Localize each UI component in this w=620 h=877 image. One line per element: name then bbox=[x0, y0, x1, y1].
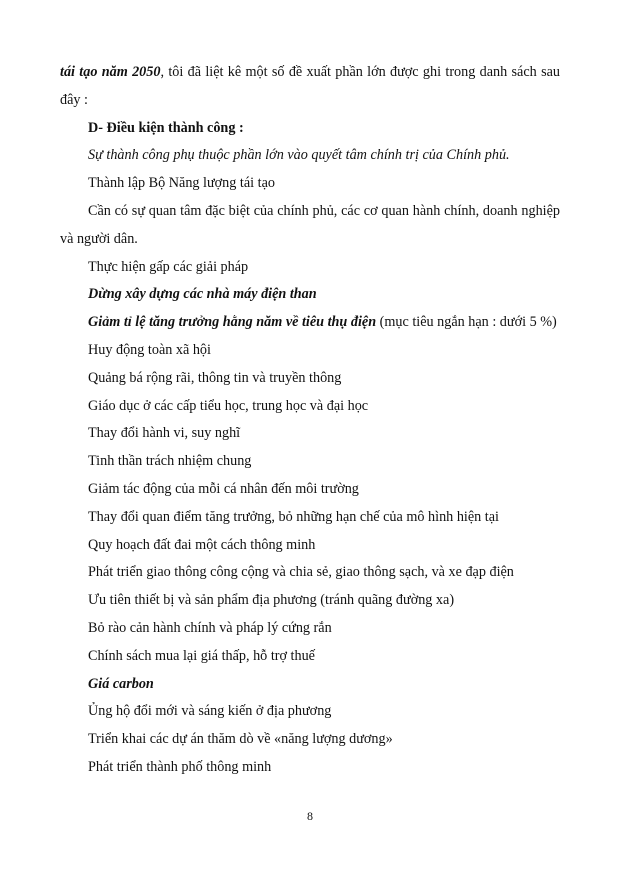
list-item: Ưu tiên thiết bị và sản phẩm địa phương (tránh quãng đường xa) bbox=[88, 592, 455, 609]
list-item: Cần có sự quan tâm đặc biệt của chính phủ, các cơ quan hành chính, doanh nghiệp và người dân. bbox=[60, 202, 560, 247]
list-item: Quảng bá rộng rãi, thông tin và truyền thông bbox=[88, 369, 342, 386]
list-item-bold: Giảm tỉ lệ tăng trưởng hằng năm về tiêu thụ điện bbox=[88, 314, 377, 331]
intro-lead: tái tạo năm 2050 bbox=[60, 64, 161, 80]
list-item: Thành lập Bộ Năng lượng tái tạo bbox=[88, 175, 275, 192]
list-item: Bỏ rào cản hành chính và pháp lý cứng rắn bbox=[88, 619, 332, 636]
list-item: Ủng hộ đổi mới và sáng kiến ở địa phương bbox=[88, 703, 332, 720]
list-item: Dừng xây dựng các nhà máy điện than bbox=[88, 286, 317, 303]
intro-rest: , tôi đã liệt kê một số đề xuất phần lớn được ghi trong danh sách sau đây : bbox=[60, 64, 560, 108]
list-item: Phát triển thành phố thông minh bbox=[88, 758, 272, 775]
list-item bbox=[60, 309, 560, 337]
italic-statement: Sự thành công phụ thuộc phần lớn vào quyết tâm chính trị của Chính phủ. bbox=[88, 147, 510, 164]
list-item: Giảm tác động của mỗi cá nhân đến môi trường bbox=[88, 480, 359, 497]
list-item-rest: (mục tiêu ngắn hạn : dưới 5 %) bbox=[376, 314, 557, 331]
section-heading: D- Điều kiện thành công : bbox=[88, 119, 244, 136]
intro-paragraph bbox=[60, 59, 560, 115]
list-item: Thay đổi quan điểm tăng trưởng, bỏ những hạn chế của mô hình hiện tại bbox=[88, 508, 499, 525]
list-item: Thay đổi hành vi, suy nghĩ bbox=[88, 425, 241, 442]
list-item: Tinh thần trách nhiệm chung bbox=[88, 453, 252, 470]
list-item: Giáo dục ở các cấp tiểu học, trung học và đại học bbox=[88, 397, 369, 414]
list-item: Triển khai các dự án thăm dò về «năng lượng dương» bbox=[88, 731, 393, 748]
page-number: 8 bbox=[307, 809, 313, 823]
document-page bbox=[60, 59, 560, 782]
list-item: Huy động toàn xã hội bbox=[88, 341, 211, 358]
list-item: Phát triển giao thông công cộng và chia sẻ, giao thông sạch, và xe đạp điện bbox=[88, 564, 514, 581]
list-item: Thực hiện gấp các giải pháp bbox=[88, 258, 249, 275]
list-item: Giá carbon bbox=[88, 675, 154, 692]
list-item: Chính sách mua lại giá thấp, hỗ trợ thuế bbox=[88, 647, 315, 664]
list-item: Quy hoạch đất đai một cách thông minh bbox=[88, 536, 316, 553]
